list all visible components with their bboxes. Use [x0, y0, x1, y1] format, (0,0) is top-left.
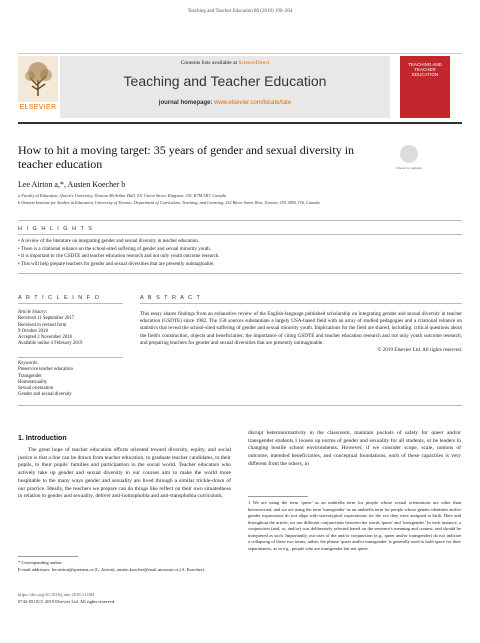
article-history — [18, 310, 123, 348]
contents-prefix: Contents lists available at — [180, 60, 239, 66]
intro-paragraph-left: The great hope of teacher education efforts oriented toward diversity, equity, and social justice is that a line can be drawn from teacher education, to graduate teacher candidates, to their pupils, to their pupils' families and participation in the social world. Teacher educators who actively take up gender and sexual diversity in our courses aim to make the world more hospitable to the many ways gender and sexuality are lived through a similar trickle-down of our practice. Ideally, the teachers we prepare can do things like reflect on their own situatedness in relation to gender and sexuality, deliver anti-homophobia and anti-transphobia curriculum, — [18, 447, 231, 500]
masthead-divider — [18, 122, 462, 124]
author-emails[interactable]: E-mail addresses: lee.airton@queensu.ca (L. Airton), austen.koecher@mail.utoronto.ca (A. Koecher). — [18, 566, 206, 572]
history-entry: Accepted 2 November 2018 — [18, 335, 72, 341]
affiliation-a: a Faculty of Education, Queen's University, Duncan McArthur Hall, 511 Union Street, Kingston, ON, K7M 5R7, Canada — [18, 193, 226, 198]
keyword: Homosexuality — [18, 379, 48, 385]
crossmark-icon[interactable] — [400, 145, 418, 163]
divider — [18, 273, 462, 274]
correspondence-note — [18, 560, 231, 573]
homepage-label: journal homepage: — [158, 100, 215, 106]
homepage-link[interactable]: www.elsevier.com/locate/tate — [214, 100, 292, 106]
divider — [18, 303, 123, 304]
journal-reference[interactable]: Teaching and Teacher Education 80 (2019) 190–204 — [187, 9, 293, 14]
contents-availability — [60, 60, 390, 66]
publisher-name: ELSEVIER — [19, 104, 57, 111]
keyword: Sexual orientation — [18, 386, 54, 392]
highlights-heading: H I G H L I G H T S — [18, 226, 94, 232]
crossmark-label[interactable]: Check for updates — [396, 166, 422, 170]
highlight-item: • There is a citational reliance on the school-sited suffering of gender and sexual minority youth. — [18, 246, 462, 254]
doi-link[interactable]: https://doi.org/10.1016/j.tate.2018.11.004 — [18, 592, 95, 597]
history-entry: 9 October 2018 — [18, 328, 48, 334]
divider — [18, 357, 123, 358]
keywords — [18, 361, 123, 399]
history-label: Article history: — [18, 310, 48, 315]
keywords-label: Keywords: — [18, 361, 39, 366]
history-entry: Received 11 September 2017 — [18, 316, 75, 322]
section-heading-introduction: 1. Introduction — [18, 435, 67, 442]
author-list: Lee Airton a,*, Austen Koecher b — [18, 180, 126, 189]
article-info-heading: A R T I C L E I N F O — [18, 295, 101, 301]
footnote-rule — [248, 496, 308, 497]
cover-title: TEACHING AND TEACHER EDUCATION — [408, 62, 442, 77]
abstract-body: This essay shares findings from an exhaustive review of the English-language published scholarship on integrating gender and sexual diversity in teacher education (GSDTE) since 1982. The 158 sources substantiate a largely USA-based field with an array of studied pedagogies and a citational reliance on statistics that reveal the school-sited suffering of gender and sexual minority youth. Implications for the field are shared, including: critical questions about the field's construction, objects and beneficiaries; the importance of citing GSDTE and teacher education research and not only youth outcome research; and preparing teachers for gender and sexual diversities that are presently unimaginable. — [140, 311, 462, 346]
article-title: How to hit a moving target: 35 years of gender and sexual diversity in teacher education — [18, 143, 355, 171]
keyword: Transgender — [18, 373, 42, 379]
keyword: Preservice teacher education — [18, 367, 73, 373]
divider — [140, 303, 462, 304]
history-entry: Available online 4 February 2019 — [18, 341, 83, 347]
sciencedirect-link[interactable]: ScienceDirect — [238, 60, 270, 66]
highlight-item: • This will help prepare teachers for gender and sexual diversities that are presently unimaginable. — [18, 261, 462, 269]
abstract-heading: A B S T R A C T — [140, 295, 202, 301]
abstract-text — [140, 311, 462, 354]
divider — [18, 234, 462, 235]
highlight-item: • It is important to cite GSDTE and teacher education research and not only youth outcome research. — [18, 253, 462, 261]
divider — [18, 405, 462, 406]
elsevier-tree-logo — [18, 56, 58, 102]
highlight-item: • A review of the literature on integrating gender and sexual diversity in teacher education. — [18, 238, 462, 246]
keyword: Gender and sexual diversity — [18, 392, 72, 398]
divider — [18, 220, 462, 221]
footnote-1: 1 We are using the term 'queer' as an umbrella term for people whose sexual orientations are other than heterosexual, and we are using the term 'transgender' as an umbrella term for people whose gender identities and/or gender expressions do not align with stereotypical expectations for the sex they were assigned at birth. Here and throughout the article, we use different conjunctions between the words 'queer' and 'transgender.' In each instance, a conjunction (and, or, and/or) was deliberately selected based on the sentence's meaning and context, and should be interpreted as such. Importantly, our uses of the and/or conjunction (e.g., queer and/or transgender) do not indicate a collapsing of these two terms; rather, the phrase 'queer and/or transgender' is generally used to hold space for their separateness, as in e.g., people who are transgender but not queer. — [248, 500, 461, 551]
intro-paragraph-right: disrupt heteronormativity in the classroom, maintain pockets of safety for queer and/or transgender students,1 loosen up norms of gender and sexuality for all students, or be leaders in changing hostile school environments. However, if we consider scope, scale, notions of outcome, intended beneficiaries, and conceptual foundations, each of these capacities is very different from the others, in — [248, 430, 461, 467]
abstract-copyright: © 2019 Elsevier Ltd. All rights reserved. — [377, 347, 462, 354]
corresponding-author-label: * Corresponding author. — [18, 560, 63, 565]
header-rule — [18, 53, 462, 54]
highlights-list — [18, 238, 462, 268]
footnote-rule — [18, 556, 78, 557]
issn-copyright: 0742-051X/© 2019 Elsevier Ltd. All rights reserved. — [18, 599, 116, 604]
history-entry: Received in revised form — [18, 322, 67, 328]
journal-homepage — [60, 100, 390, 106]
affiliation-b: b Ontario Institute for Studies in Education, University of Toronto, Department of Curriculum, Teaching, and Learning, 252 Bloor Street West, Toronto, ON, M5S 1V6, Canada — [18, 200, 320, 205]
journal-title: Teaching and Teacher Education — [123, 73, 327, 89]
